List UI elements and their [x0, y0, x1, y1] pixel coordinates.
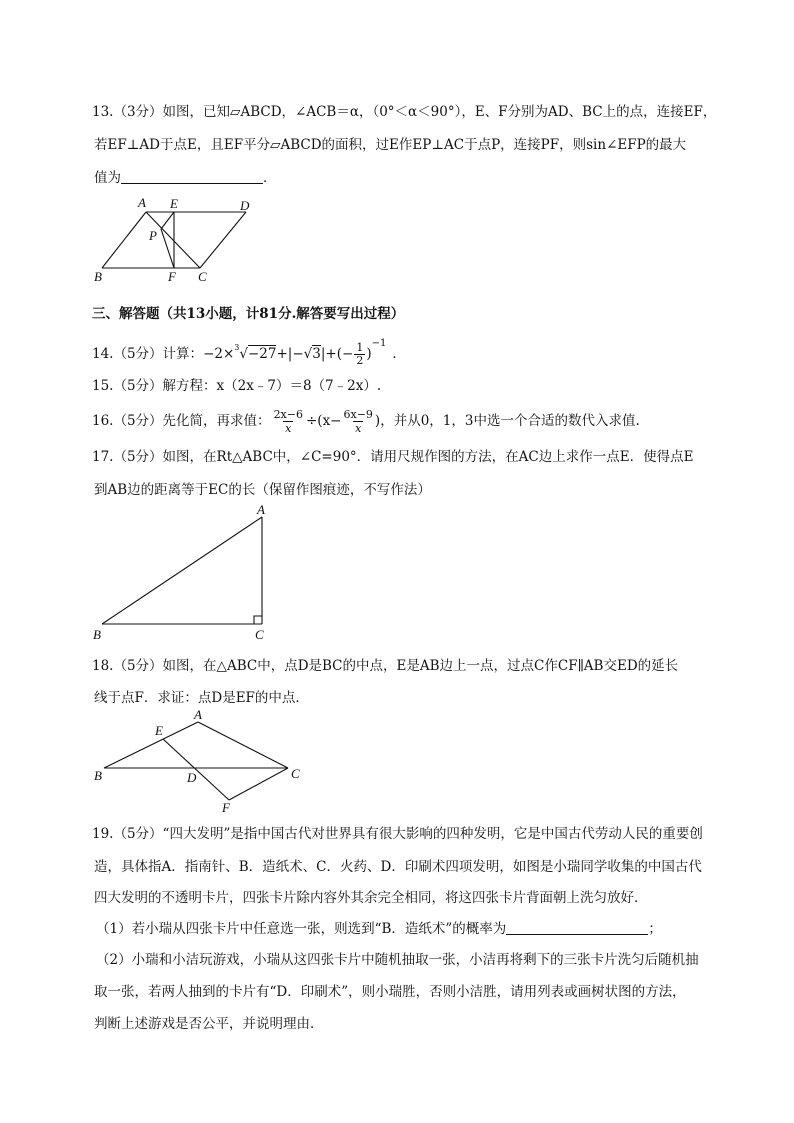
q17-line2: 到AB边的距离等于EC的长（保留作图痕迹，不写作法）	[94, 482, 431, 498]
q17-right-triangle-figure	[88, 500, 278, 645]
q14-frac-den: 2	[356, 354, 364, 367]
section-3-header: 三、解答题（共13小题，计81分.解答要写出过程）	[92, 306, 405, 322]
q18-label-C: C	[291, 766, 300, 781]
q18-label-D: D	[187, 770, 197, 785]
q18-label-E: E	[155, 723, 163, 738]
q16-line	[92, 408, 640, 435]
q14-expr-a: −2×	[203, 346, 235, 362]
q14-frac-num: 1	[356, 341, 364, 354]
q16-fraction-1	[274, 408, 303, 435]
q19-sub1-text: （1）若小瑞从四张卡片中任意选一张，则选到“B．造纸术”的概率为	[96, 921, 507, 937]
q19-line2: 造，具体指A．指南针、B．造纸术、C．火药、D．印刷术四项发明，如图是小瑞同学收集的中国古代	[94, 859, 702, 875]
q19-sub1-end: ；	[648, 921, 662, 937]
q18-line2: 线于点F．求证：点D是EF的中点．	[94, 690, 309, 706]
q16-suffix: )，并从0，1，3中选一个合适的数代入求值.	[374, 413, 640, 429]
q18-triangle-figure	[88, 704, 313, 816]
q13-line3-end: ．	[263, 170, 277, 186]
q18-line1: 18.（5分）如图，在△ABC中，点D是BC的中点，E是AB边上一点，过点C作CF∥AB交ED的延长	[92, 658, 679, 674]
q14-expr-b: +|−	[276, 346, 304, 362]
q13-line2: 若EF⊥AD于点E，且EF平分▱ABCD的面积，过E作EP⊥AC于点P，连接PF，则sin∠EFP的最大	[94, 137, 687, 153]
q16-frac2-den: x	[355, 422, 362, 435]
q13-label-D: D	[240, 198, 250, 213]
q13-label-A: A	[138, 195, 146, 210]
q13-answer-blank	[121, 169, 263, 184]
q13-line1: 13.（3分）如图，已知▱ABCD，∠ACB＝α，（0°＜α＜90°），E、F分别为AD、BC上的点，连接EF，	[92, 104, 717, 120]
q13-label-B: B	[94, 269, 102, 284]
q14-expr-c: |+(−	[320, 346, 354, 362]
q19-line1: 19.（5分）“四大发明”是指中国古代对世界具有很大影响的四种发明，它是中国古代劳动人民的重要创	[92, 826, 703, 842]
q15-line: 15.（5分）解方程：x（2x﹣7）＝8（7﹣2x）.	[92, 378, 382, 394]
q19-answer-blank	[506, 920, 648, 935]
q19-sub2-line2: 取一张，若两人抽到的卡片有“D．印刷术”，则小瑞胜，否则小洁胜，请用列表或画树状图的方法，	[94, 984, 686, 1000]
q13-label-P: P	[149, 228, 157, 243]
q14-radical-sign-1: √	[239, 346, 248, 362]
q14-radical-sign-2: √	[303, 346, 313, 362]
q13-line3-text: 值为	[94, 170, 121, 186]
q19-line3: 四大发明的不透明卡片，四张卡片除内容外其余完全相同，将这四张卡片背面朝上洗匀放好．	[94, 890, 648, 906]
q17-label-C: C	[255, 627, 264, 642]
q16-prefix: 16.（5分）先化简，再求值：	[92, 413, 271, 429]
q14-radicand-2: 3	[312, 346, 321, 362]
q14-line	[92, 338, 406, 367]
q13-parallelogram-figure	[88, 192, 258, 284]
q16-fraction-2	[344, 408, 373, 435]
q13-label-C: C	[198, 269, 207, 284]
q17-label-B: B	[93, 627, 101, 642]
q16-frac2-num: 6x−9	[343, 408, 373, 421]
q16-frac1-den: x	[285, 422, 292, 435]
q18-label-B: B	[94, 768, 102, 783]
q13-label-E: E	[170, 196, 178, 211]
q13-line3	[94, 166, 277, 186]
q14-exponent: −1	[371, 338, 387, 349]
q14-prefix: 14.（5分）计算：	[92, 346, 204, 362]
q18-label-F: F	[222, 800, 230, 815]
q17-label-A: A	[257, 502, 265, 517]
q14-expr-d: )	[366, 346, 372, 362]
q17-line1: 17.（5分）如图，在Rt△ABC中，∠C=90°．请用尺规作图的方法，在AC边上求作一点E．使得点E	[92, 449, 694, 465]
q19-sub1	[96, 917, 662, 937]
q14-radicand-1: −27	[247, 346, 277, 362]
q16-frac1-num: 2x−6	[273, 408, 303, 421]
q18-label-A: A	[194, 707, 202, 722]
q19-sub2-line1: （2）小瑞和小洁玩游戏，小瑞从这四张卡片中随机抽取一张，小洁再将剩下的三张卡片洗匀后随机抽	[96, 952, 699, 968]
q19-sub2-line3: 判断上述游戏是否公平，并说明理由．	[94, 1016, 324, 1032]
q14-fraction	[354, 342, 365, 367]
q14-cube-index: 3	[234, 343, 240, 352]
q13-label-F: F	[168, 269, 176, 284]
q14-end: ．	[392, 346, 406, 362]
q16-div: ÷(x−	[305, 413, 342, 429]
